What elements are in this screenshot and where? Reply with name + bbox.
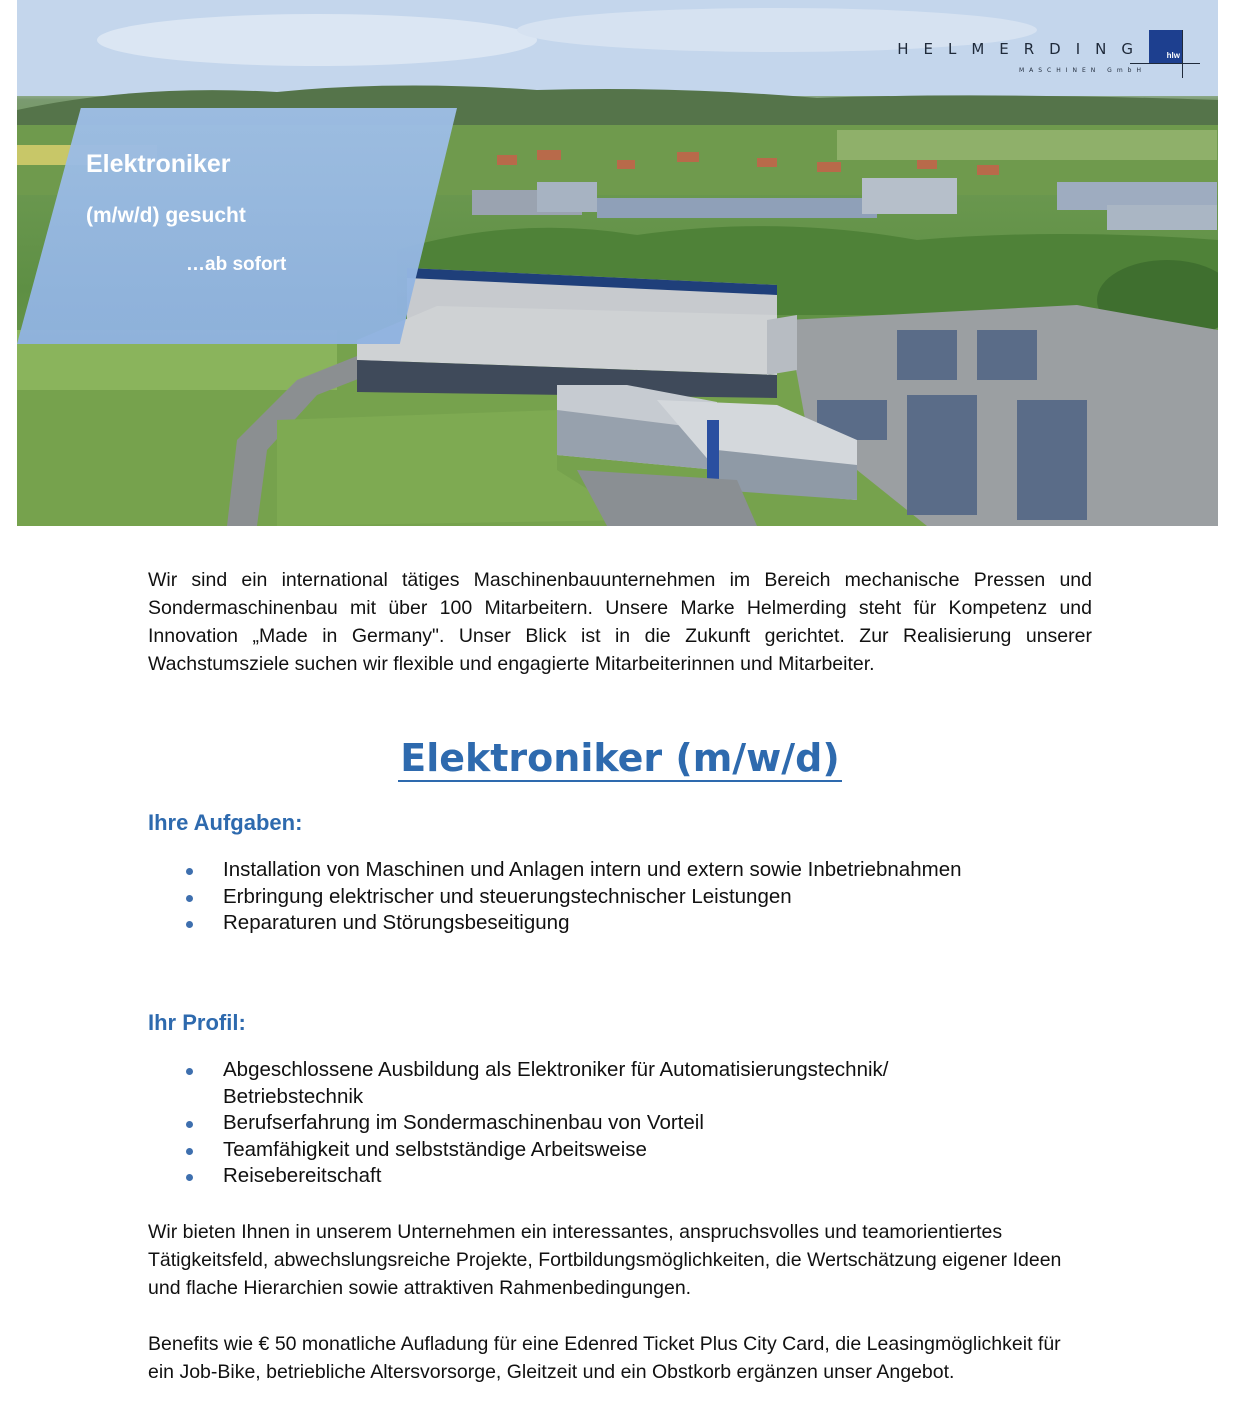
list-item: Teamfähigkeit und selbstständige Arbeitsweise xyxy=(180,1137,970,1164)
logo-mark: hlw xyxy=(1149,30,1183,64)
offer-paragraph: Wir bieten Ihnen in unserem Unternehmen ein interessantes, anspruchsvolles und teamorientiertes Tätigkeitsfeld, abwechslungsreiche Projekte, Fortbildungsmöglichkeiten, die Wertschätzung eigener Ideen und flache Hierarchien sowie attraktiven Rahmenbedingungen. xyxy=(148,1221,1062,1299)
profile-list xyxy=(180,1057,970,1190)
banner-subtitle: (m/w/d) gesucht xyxy=(86,204,246,227)
profile-heading: Ihr Profil: xyxy=(148,1010,246,1035)
list-item: Erbringung elektrischer und steuerungstechnischer Leistungen xyxy=(180,884,1080,911)
logo-rule-vertical xyxy=(1182,30,1183,78)
benefits-paragraph: Benefits wie € 50 monatliche Aufladung für eine Edenred Ticket Plus City Card, die Leasingmöglichkeit für ein Job-Bike, betriebliche Altersvorsorge, Gleitzeit und ein Obstkorb ergänzen unser Angebot. xyxy=(148,1333,1061,1383)
tasks-list xyxy=(180,857,1080,937)
logo-rule-horizontal xyxy=(1130,63,1200,64)
list-item: Reisebereitschaft xyxy=(180,1163,970,1190)
tasks-heading: Ihre Aufgaben: xyxy=(148,810,303,835)
banner-start-date: …ab sofort xyxy=(186,254,287,275)
list-item: Berufserfahrung im Sondermaschinenbau von Vorteil xyxy=(180,1110,970,1137)
job-title-text: Elektroniker (m/w/d) xyxy=(400,736,840,780)
list-item: Installation von Maschinen und Anlagen intern und extern sowie Inbetriebnahmen xyxy=(180,857,1080,884)
banner-title: Elektroniker xyxy=(86,150,231,178)
job-title xyxy=(0,736,1240,780)
logo-subline: MASCHINEN GmbH xyxy=(1018,67,1146,74)
company-logo xyxy=(870,30,1200,80)
list-item: Reparaturen und Störungsbeseitigung xyxy=(180,910,1080,937)
list-item: Abgeschlossene Ausbildung als Elektroniker für Automatisierungstechnik/ Betriebstechnik xyxy=(180,1057,970,1110)
intro-paragraph: Wir sind ein international tätiges Maschinenbauunternehmen im Bereich mechanische Pressen und Sondermaschinenbau mit über 100 Mitarbeitern. Unsere Marke Helmerding steht für Kompetenz und Innovation „Made in Germany". Unser Blick ist in die Zukunft gerichtet. Zur Realisierung unserer Wachstumsziele suchen wir flexible und engagierte Mitarbeiterinnen und Mitarbeiter. xyxy=(148,569,1092,675)
logo-wordmark: HELMERDING xyxy=(897,40,1148,58)
